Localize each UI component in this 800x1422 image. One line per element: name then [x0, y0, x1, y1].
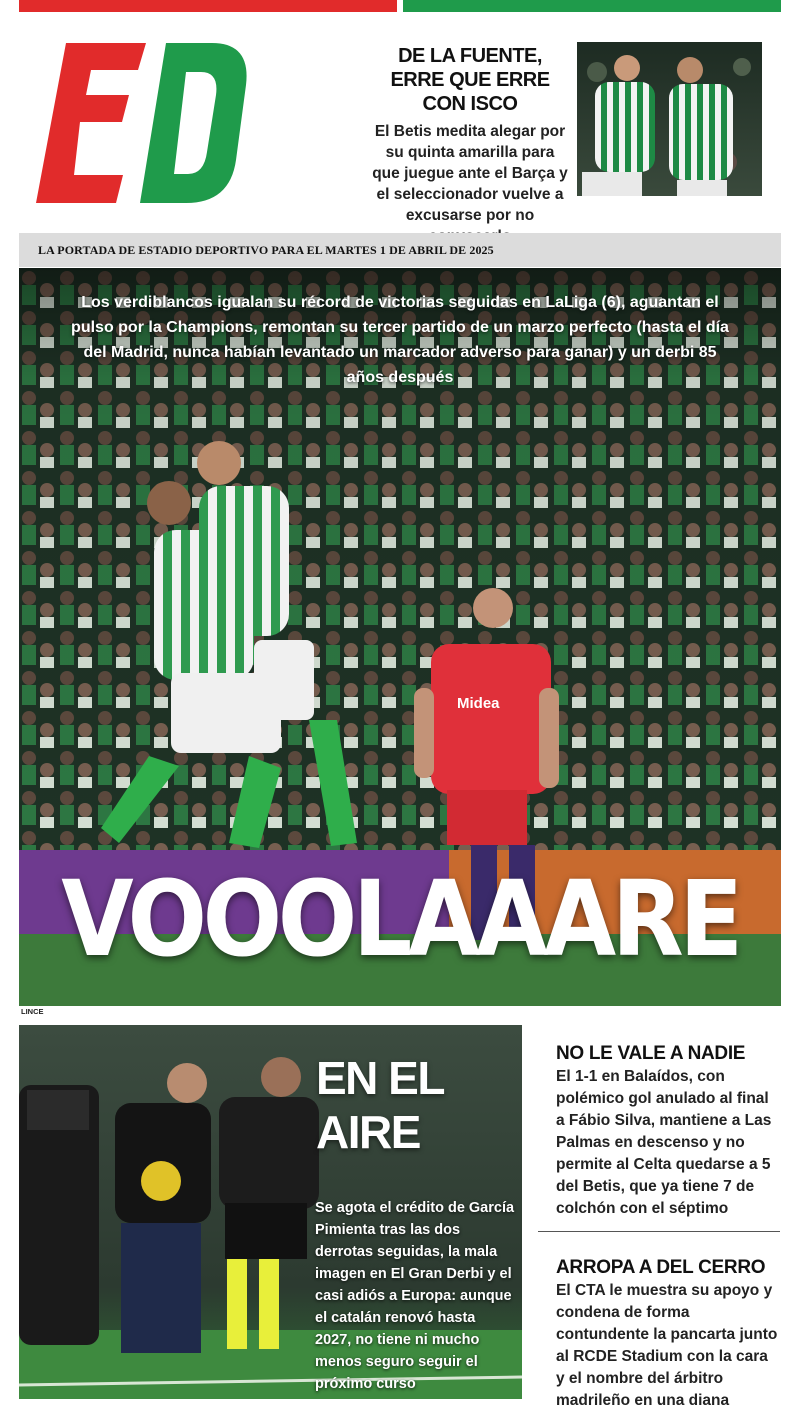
story-en-el-aire[interactable] — [19, 1025, 522, 1399]
side1-headline: NO LE VALE A NADIE — [556, 1043, 746, 1064]
side-story-celta[interactable] — [538, 1042, 780, 1220]
top-teaser[interactable] — [372, 44, 568, 247]
brand-bar-red — [19, 0, 397, 12]
masthead-logo[interactable] — [36, 40, 248, 206]
hero-story[interactable] — [19, 268, 781, 1006]
top-teaser-headline: DE LA FUENTE, ERRE QUE ERRE CON ISCO — [390, 45, 550, 115]
top-teaser-body: El Betis medita alegar por su quinta amarilla para que juegue ante el Barça y el seleccionador vuelve a excusarse por no — [372, 123, 568, 224]
side1-body: El 1-1 en Balaídos, con polémico gol anulado al final a Fábio Silva, mantiene a Las Palmas en descenso y no permite al Celta quedarse a 5 del Betis, que ya tiene 7 de colchón con el séptimo — [556, 1068, 772, 1217]
shirt-sponsor-logo: Midea — [457, 695, 500, 712]
side2-body: El CTA le muestra su apoyo y condena de forma contundente la pancarta junto al RCDE Stadium con la cara y el nombre del árbitro madrileño en una diana — [556, 1282, 778, 1409]
dateline-bar — [19, 233, 781, 267]
hero-subtitle: Los verdiblancos igualan su récord de victorias seguidas en LaLiga (6), aguantan el pulso por la Champions, remontan su tercer partido de un marzo perfecto (hasta el día del Madrid, nunca habían levantado un marcador adverso para ganar) y un derbi 85 años después — [71, 294, 729, 386]
story2-title: EN EL AIRE — [316, 1052, 444, 1158]
photo-credit: LINCE — [21, 1007, 44, 1016]
side2-headline: ARROPA A DEL CERRO — [556, 1257, 766, 1278]
story2-body: Se agota el crédito de García Pimienta tras las dos derrotas seguidas, la mala imagen en El Gran Derbi y el casi adiós a Europa: aunque el catalán renovó hasta 2027, no tiene ni mucho menos seguro seguir el próximo curso — [315, 1200, 515, 1392]
top-teaser-photo[interactable] — [577, 42, 762, 196]
side-story-del-cerro[interactable] — [538, 1256, 780, 1412]
side-divider — [538, 1231, 780, 1232]
brand-bar-green — [403, 0, 781, 12]
brand-color-bar — [19, 0, 781, 12]
hero-title: VOOOLAAARE — [61, 858, 739, 980]
dateline-text: LA PORTADA DE ESTADIO DEPORTIVO PARA EL MARTES 1 DE ABRIL DE 2025 — [38, 242, 494, 257]
ed-logo-graphic — [36, 40, 248, 206]
